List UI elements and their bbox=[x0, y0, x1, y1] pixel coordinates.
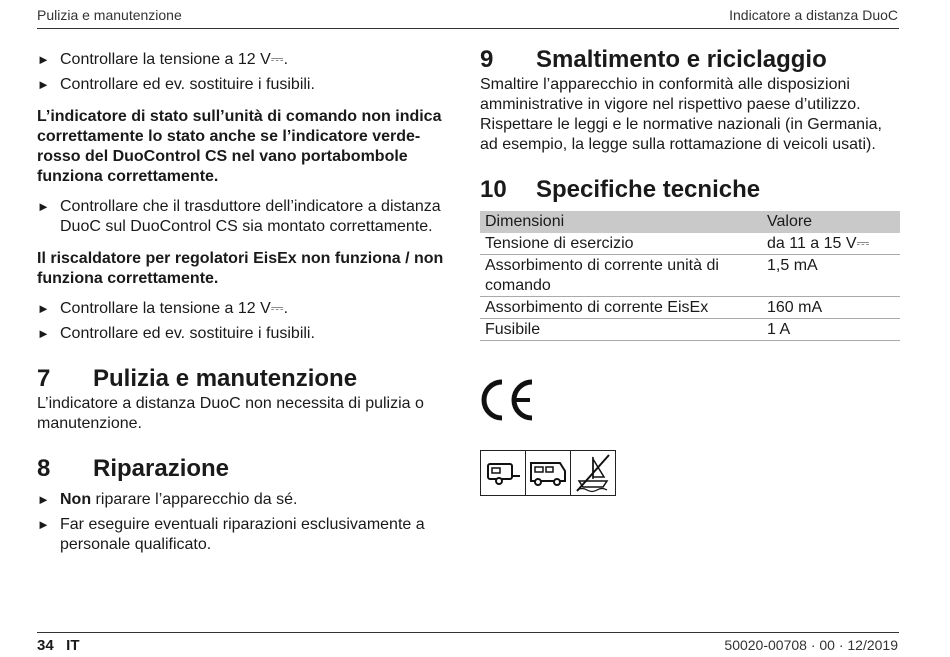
table-header-row bbox=[480, 211, 900, 233]
table-cell: da 11 a 15 V⎓ bbox=[762, 233, 900, 255]
bullet-arrow-icon: ► bbox=[37, 301, 50, 316]
table-cell: 160 mA bbox=[762, 297, 900, 319]
header-section-title: Pulizia e manutenzione bbox=[37, 7, 182, 23]
list-item: ► Controllare che il trasduttore dell’indicatore a distanza DuoC sul DuoControl CS sia montato correttamente. bbox=[37, 198, 441, 235]
bullet-arrow-icon: ► bbox=[37, 77, 50, 92]
table-cell: Assorbimento di corrente EisEx bbox=[480, 297, 762, 319]
list-item: ► Controllare la tensione a 12 V⎓. bbox=[37, 51, 289, 68]
table-cell: Assorbimento di corrente unità di comando bbox=[480, 255, 762, 297]
header-divider bbox=[37, 28, 899, 29]
vehicle-symbols bbox=[480, 450, 616, 496]
list-item: ► Controllare ed ev. sostituire i fusibili. bbox=[37, 76, 315, 93]
boat-crossed-icon bbox=[571, 450, 616, 496]
table-cell: 1 A bbox=[762, 319, 900, 341]
table-row bbox=[480, 297, 900, 319]
bullet-arrow-icon: ► bbox=[37, 52, 50, 67]
motorhome-icon bbox=[526, 450, 571, 496]
bullet-arrow-icon: ► bbox=[37, 326, 50, 341]
right-column bbox=[480, 45, 900, 341]
specs-table bbox=[480, 211, 900, 341]
list-item: ► Controllare la tensione a 12 V⎓. bbox=[37, 300, 289, 317]
list-item: ► Far eseguire eventuali riparazioni esclusivamente a personale qualificato. bbox=[37, 516, 425, 553]
list-item: ► Controllare ed ev. sostituire i fusibili. bbox=[37, 325, 315, 342]
document-code: 50020-00708 · 00 · 12/2019 bbox=[724, 637, 898, 653]
section-heading: 8 Riparazione bbox=[37, 455, 230, 482]
left-column bbox=[37, 50, 457, 560]
section-heading: 7 Pulizia e manutenzione bbox=[37, 365, 358, 392]
table-cell: 1,5 mA bbox=[762, 255, 900, 297]
section-paragraph: L’indicatore a distanza DuoC non necessita di pulizia o manutenzione. bbox=[37, 395, 424, 432]
table-row bbox=[480, 255, 900, 297]
ce-mark-icon bbox=[480, 378, 540, 422]
footer-divider bbox=[37, 632, 899, 633]
table-row bbox=[480, 319, 900, 341]
problem-note: Il riscaldatore per regolatori EisEx non funziona / non funziona correttamente. bbox=[37, 250, 444, 287]
caravan-icon bbox=[480, 450, 526, 496]
table-header-cell: Dimensioni bbox=[480, 211, 762, 233]
table-cell: Tensione di esercizio bbox=[480, 233, 762, 255]
header-product-title: Indicatore a distanza DuoC bbox=[729, 7, 898, 23]
table-row bbox=[480, 233, 900, 255]
table-header-cell: Valore bbox=[762, 211, 900, 233]
section-paragraph: Smaltire l’apparecchio in conformità alle disposizioni amministrative in vigore nel rispettivo paese d’utilizzo. Rispettare le leggi e le normative nazionali (in Germania, ad esempio, la legge sulla rottamazione di veicoli usati). bbox=[480, 76, 882, 153]
bullet-arrow-icon: ► bbox=[37, 492, 50, 507]
bullet-arrow-icon: ► bbox=[37, 199, 50, 214]
problem-note: L’indicatore di stato sull’unità di comando non indica correttamente lo stato anche se l’indicatore verde-rosso del DuoControl CS nel vano portabombole funziona correttamente. bbox=[37, 108, 442, 185]
page-number: 34 IT bbox=[37, 637, 80, 654]
bullet-arrow-icon: ► bbox=[37, 517, 50, 532]
list-item: ► Non riparare l’apparecchio da sé. bbox=[37, 491, 298, 508]
section-heading: 10 Specifiche tecniche bbox=[480, 176, 761, 203]
section-heading: 9 Smaltimento e riciclaggio bbox=[480, 46, 827, 73]
table-cell: Fusibile bbox=[480, 319, 762, 341]
